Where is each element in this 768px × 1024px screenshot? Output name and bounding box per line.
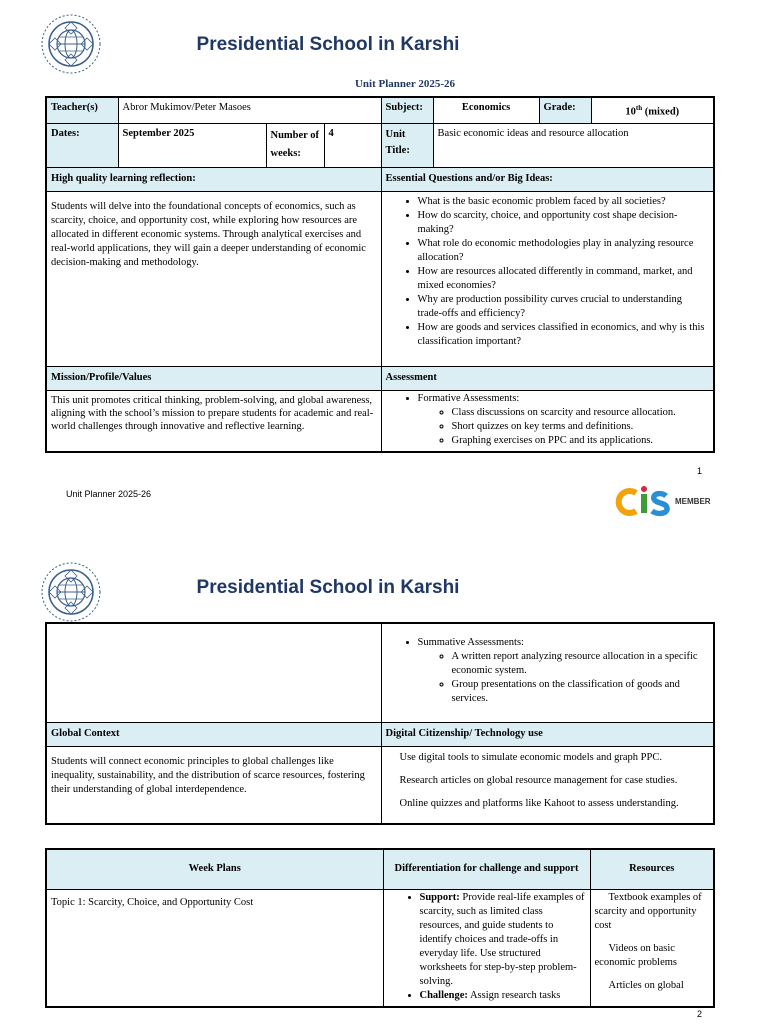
challenge-item: • Challenge: Assign research tasks: [420, 989, 586, 1003]
topic-1: Topic 1: Scarcity, Choice, and Opportunity Cost: [46, 889, 383, 1007]
essential-header: Essential Questions and/or Big Ideas:: [381, 167, 714, 191]
assessment-cell: [381, 390, 714, 452]
assessment-header: Assessment: [381, 366, 714, 390]
unit-title-label: Unit Title:: [381, 123, 433, 167]
formative-item: ◦ Class discussions on scarcity and resource allocation.: [452, 406, 710, 420]
essential-question: • How are resources allocated differently in command, market, and mixed economies?: [418, 265, 710, 293]
essential-question: • How are goods and services classified in economics, and why is this classification important?: [418, 321, 710, 349]
school-title: Presidential School in Karshi: [196, 577, 460, 598]
weeks-value: 4: [324, 123, 381, 167]
resources-cell: [590, 889, 714, 1007]
digital-item: Use digital tools to simulate economic models and graph PPC.: [399, 751, 662, 763]
dates-value: September 2025: [118, 123, 266, 167]
formative-items: [386, 406, 710, 448]
summative-item: ◦ A written report analyzing resource allocation in a specific economic system.: [452, 650, 710, 678]
essential-question: • What is the basic economic problem faced by all societies?: [418, 195, 710, 209]
resource-item: Videos on basic economic problems: [594, 942, 678, 968]
essential-questions-cell: [381, 191, 714, 366]
differentiation-cell: [383, 889, 590, 1007]
dates-label: Dates:: [46, 123, 118, 167]
summative-cell: [381, 623, 714, 722]
page-number-1: 1: [697, 466, 703, 476]
differentiation-header: Differentiation for challenge and support: [383, 849, 590, 889]
subject-label: Subject:: [381, 97, 433, 123]
global-context-text: Students will connect economic principles to global challenges like inequality, sustainability, and the distribution of scarce resources, fostering their understanding of global interdependence.: [46, 746, 381, 824]
empty-cell: [46, 623, 381, 722]
week-plans-table: [45, 848, 715, 1008]
reflection-header: High quality learning reflection:: [46, 167, 381, 191]
mission-header: Mission/Profile/Values: [46, 366, 381, 390]
digital-item: Research articles on global resource management for case studies.: [399, 774, 678, 786]
page-number-2: 2: [697, 1009, 703, 1019]
subject-value: Economics: [433, 97, 539, 123]
essential-question: • What role do economic methodologies play in analyzing resource allocation?: [418, 237, 710, 265]
essential-question: • Why are production possibility curves crucial to understanding trade-offs and efficiency?: [418, 293, 710, 321]
formative-list: [386, 392, 710, 406]
planner-title: Unit Planner 2025-26: [354, 78, 456, 90]
grade-value: 10th (mixed): [591, 97, 714, 123]
school-title: Presidential School in Karshi: [196, 34, 460, 55]
formative-item: ◦ Graphing exercises on PPC and its applications.: [452, 434, 710, 448]
cis-member-logo: [614, 484, 714, 520]
cis-member-text: MEMBER: [675, 497, 711, 506]
reflection-text: Students will delve into the foundational concepts of economics, such as scarcity, choice, and opportunity cost, while exploring how resources are allocated in different economic systems. Through analytical exercises and real-world applications, they will gain a deeper understanding of economic decision-making and methodology.: [46, 191, 381, 366]
grade-label: Grade:: [539, 97, 591, 123]
formative-label: • Formative Assessments:: [418, 392, 710, 406]
summative-label: • Summative Assessments:: [418, 636, 710, 650]
resource-item: Textbook examples of scarcity and opportunity cost: [594, 891, 702, 931]
digital-citizenship-cell: [381, 746, 714, 824]
summative-items: [386, 650, 710, 706]
global-context-header: Global Context: [46, 722, 381, 746]
differentiation-list: [388, 891, 586, 1003]
resources-header: Resources: [590, 849, 714, 889]
weeks-label: Number of weeks:: [266, 123, 324, 167]
formative-item: ◦ Short quizzes on key terms and definitions.: [452, 420, 710, 434]
mission-text: This unit promotes critical thinking, problem-solving, and global awareness, aligning with the school’s mission to prepare students for academic and real-world challenges through innovative and reflective learning.: [46, 390, 381, 452]
digital-item: Online quizzes and platforms like Kahoot to assess understanding.: [399, 797, 679, 809]
digital-citizenship-header: Digital Citizenship/ Technology use: [381, 722, 714, 746]
summative-item: ◦ Group presentations on the classification of goods and services.: [452, 678, 710, 706]
support-item: • Support: Provide real-life examples of scarcity, such as limited class resources, and guide students to identify choices and trade-offs in everyday life. Use structured worksheets for step-by-step problem-solving.: [420, 891, 586, 989]
unit-planner-table-page1: [45, 96, 715, 453]
resource-item: Articles on global: [608, 979, 684, 991]
essential-question: • How do scarcity, choice, and opportunity cost shape decision-making?: [418, 209, 710, 237]
unit-title-value: Basic economic ideas and resource allocation: [433, 123, 714, 167]
footer-planner-label: Unit Planner 2025-26: [66, 489, 152, 499]
teacher-value: Abror Mukimov/Peter Masoes: [118, 97, 381, 123]
unit-planner-table-page2: [45, 622, 715, 825]
essential-questions-list: [386, 195, 710, 349]
summative-list: [386, 636, 710, 650]
teacher-label: Teacher(s): [46, 97, 118, 123]
week-plans-header: Week Plans: [46, 849, 383, 889]
